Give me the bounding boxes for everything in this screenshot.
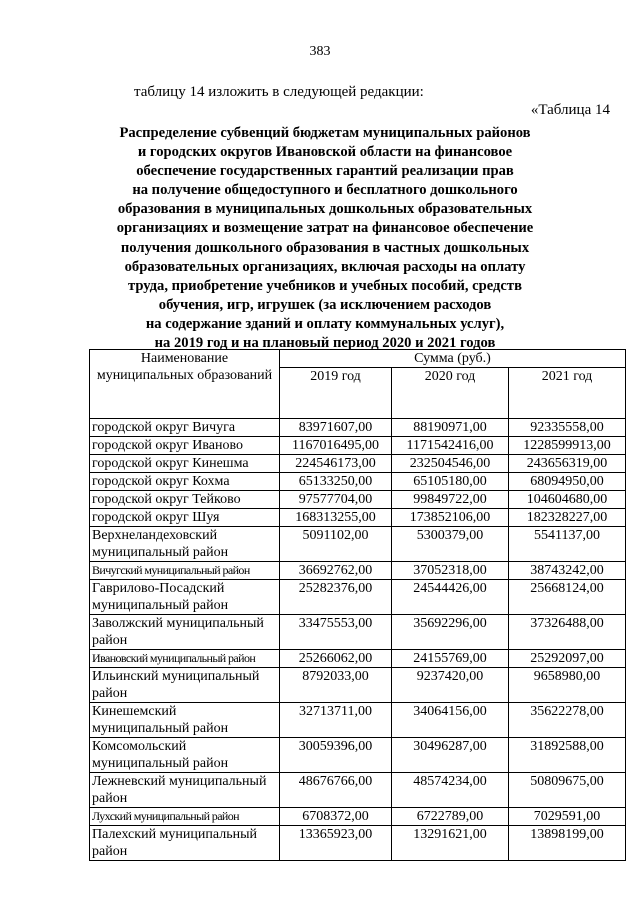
municipality-name: Вичугский муниципальный район (90, 562, 280, 580)
value-2019: 6708372,00 (280, 808, 392, 826)
municipality-name: городской округ Кинешма (90, 455, 280, 473)
value-2019: 32713711,00 (280, 703, 392, 738)
subventions-table (89, 349, 626, 861)
municipality-name: Лухский муниципальный район (90, 808, 280, 826)
table-row (90, 808, 626, 826)
title-line: образовательных организациях, включая расходы на оплату (124, 258, 526, 275)
value-2020: 37052318,00 (392, 562, 509, 580)
value-2019: 48676766,00 (280, 773, 392, 808)
table-row (90, 437, 626, 455)
title-line: на содержание зданий и оплату коммунальных услуг), (145, 315, 505, 332)
value-2021: 13898199,00 (509, 826, 626, 861)
title-line: на 2019 год и на плановый период 2020 и 2021 годов (154, 335, 496, 352)
value-2020: 30496287,00 (392, 738, 509, 773)
title-line: обучения, игр, игрушек (за исключением расходов (158, 296, 492, 313)
value-2019: 36692762,00 (280, 562, 392, 580)
value-2019: 83971607,00 (280, 419, 392, 437)
value-2021: 25668124,00 (509, 580, 626, 615)
value-2020: 34064156,00 (392, 703, 509, 738)
value-2021: 37326488,00 (509, 615, 626, 650)
table-row (90, 580, 626, 615)
table-row (90, 615, 626, 650)
municipality-name: городской округ Тейково (90, 491, 280, 509)
value-2019: 30059396,00 (280, 738, 392, 773)
value-2019: 25282376,00 (280, 580, 392, 615)
value-2020: 99849722,00 (392, 491, 509, 509)
title-line: организациях и возмещение затрат на финансовое обеспечение (116, 220, 534, 237)
value-2019: 1167016495,00 (280, 437, 392, 455)
value-2020: 65105180,00 (392, 473, 509, 491)
value-2021: 9658980,00 (509, 668, 626, 703)
municipality-name: городской округ Вичуга (90, 419, 280, 437)
table-label: «Таблица 14 (530, 102, 610, 118)
value-2019: 97577704,00 (280, 491, 392, 509)
value-2021: 243656319,00 (509, 455, 626, 473)
value-2019: 33475553,00 (280, 615, 392, 650)
municipality-name: городской округ Кохма (90, 473, 280, 491)
value-2021: 31892588,00 (509, 738, 626, 773)
title-line: и городских округов Ивановской области на финансовое (137, 144, 513, 161)
value-2019: 224546173,00 (280, 455, 392, 473)
table-row (90, 491, 626, 509)
table-row (90, 527, 626, 562)
value-2021: 25292097,00 (509, 650, 626, 668)
table-row (90, 562, 626, 580)
table-row (90, 773, 626, 808)
table-row (90, 509, 626, 527)
value-2020: 173852106,00 (392, 509, 509, 527)
table-row (90, 473, 626, 491)
value-2021: 104604680,00 (509, 491, 626, 509)
title-line: труда, приобретение учебников и учебных пособий, средств (128, 277, 522, 294)
value-2019: 8792033,00 (280, 668, 392, 703)
value-2021: 38743242,00 (509, 562, 626, 580)
value-2020: 5300379,00 (392, 527, 509, 562)
value-2020: 13291621,00 (392, 826, 509, 861)
municipality-name: Верхнеландеховский муниципальный район (90, 527, 280, 562)
sum-column-header: Сумма (руб.) (280, 350, 626, 368)
municipality-name: Заволжский муниципальный район (90, 615, 280, 650)
table-row (90, 455, 626, 473)
value-2021: 35622278,00 (509, 703, 626, 738)
municipality-name: городской округ Иваново (90, 437, 280, 455)
municipality-name: Кинешемский муниципальный район (90, 703, 280, 738)
title-line: на получение общедоступного и бесплатного дошкольного (132, 182, 518, 199)
value-2021: 5541137,00 (509, 527, 626, 562)
value-2019: 65133250,00 (280, 473, 392, 491)
year-2019-header: 2019 год (280, 368, 392, 419)
value-2020: 1171542416,00 (392, 437, 509, 455)
value-2020: 88190971,00 (392, 419, 509, 437)
municipality-name: Лежневский муниципальный район (90, 773, 280, 808)
value-2021: 1228599913,00 (509, 437, 626, 455)
value-2020: 6722789,00 (392, 808, 509, 826)
table-row (90, 650, 626, 668)
value-2020: 24155769,00 (392, 650, 509, 668)
value-2020: 24544426,00 (392, 580, 509, 615)
municipality-name: Ильинский муниципальный район (90, 668, 280, 703)
municipality-name: Комсомольский муниципальный район (90, 738, 280, 773)
document-title (90, 124, 560, 353)
municipality-name: Палехский муниципальный район (90, 826, 280, 861)
title-line: получения дошкольного образования в частных дошкольных (120, 239, 530, 256)
value-2019: 25266062,00 (280, 650, 392, 668)
value-2021: 68094950,00 (509, 473, 626, 491)
value-2020: 48574234,00 (392, 773, 509, 808)
year-2021-header: 2021 год (509, 368, 626, 419)
table-row (90, 419, 626, 437)
table-row (90, 668, 626, 703)
value-2020: 9237420,00 (392, 668, 509, 703)
municipality-name: городской округ Шуя (90, 509, 280, 527)
value-2021: 50809675,00 (509, 773, 626, 808)
table-row (90, 826, 626, 861)
title-line: образования в муниципальных дошкольных образовательных (117, 201, 533, 218)
municipality-name: Гаврилово-Посадский муниципальный район (90, 580, 280, 615)
value-2019: 5091102,00 (280, 527, 392, 562)
page-number: 383 (309, 44, 331, 59)
value-2021: 92335558,00 (509, 419, 626, 437)
intro-text: таблицу 14 изложить в следующей редакции: (134, 84, 424, 100)
municipality-name: Ивановский муниципальный район (90, 650, 280, 668)
value-2019: 13365923,00 (280, 826, 392, 861)
value-2021: 182328227,00 (509, 509, 626, 527)
value-2020: 232504546,00 (392, 455, 509, 473)
table-row (90, 703, 626, 738)
year-2020-header: 2020 год (392, 368, 509, 419)
value-2020: 35692296,00 (392, 615, 509, 650)
title-line: обеспечение государственных гарантий реализации прав (136, 163, 514, 180)
table-row (90, 738, 626, 773)
name-column-header: Наименование муниципальных образований (90, 350, 280, 419)
title-line: Распределение субвенций бюджетам муниципальных районов (119, 125, 531, 141)
value-2019: 168313255,00 (280, 509, 392, 527)
value-2021: 7029591,00 (509, 808, 626, 826)
